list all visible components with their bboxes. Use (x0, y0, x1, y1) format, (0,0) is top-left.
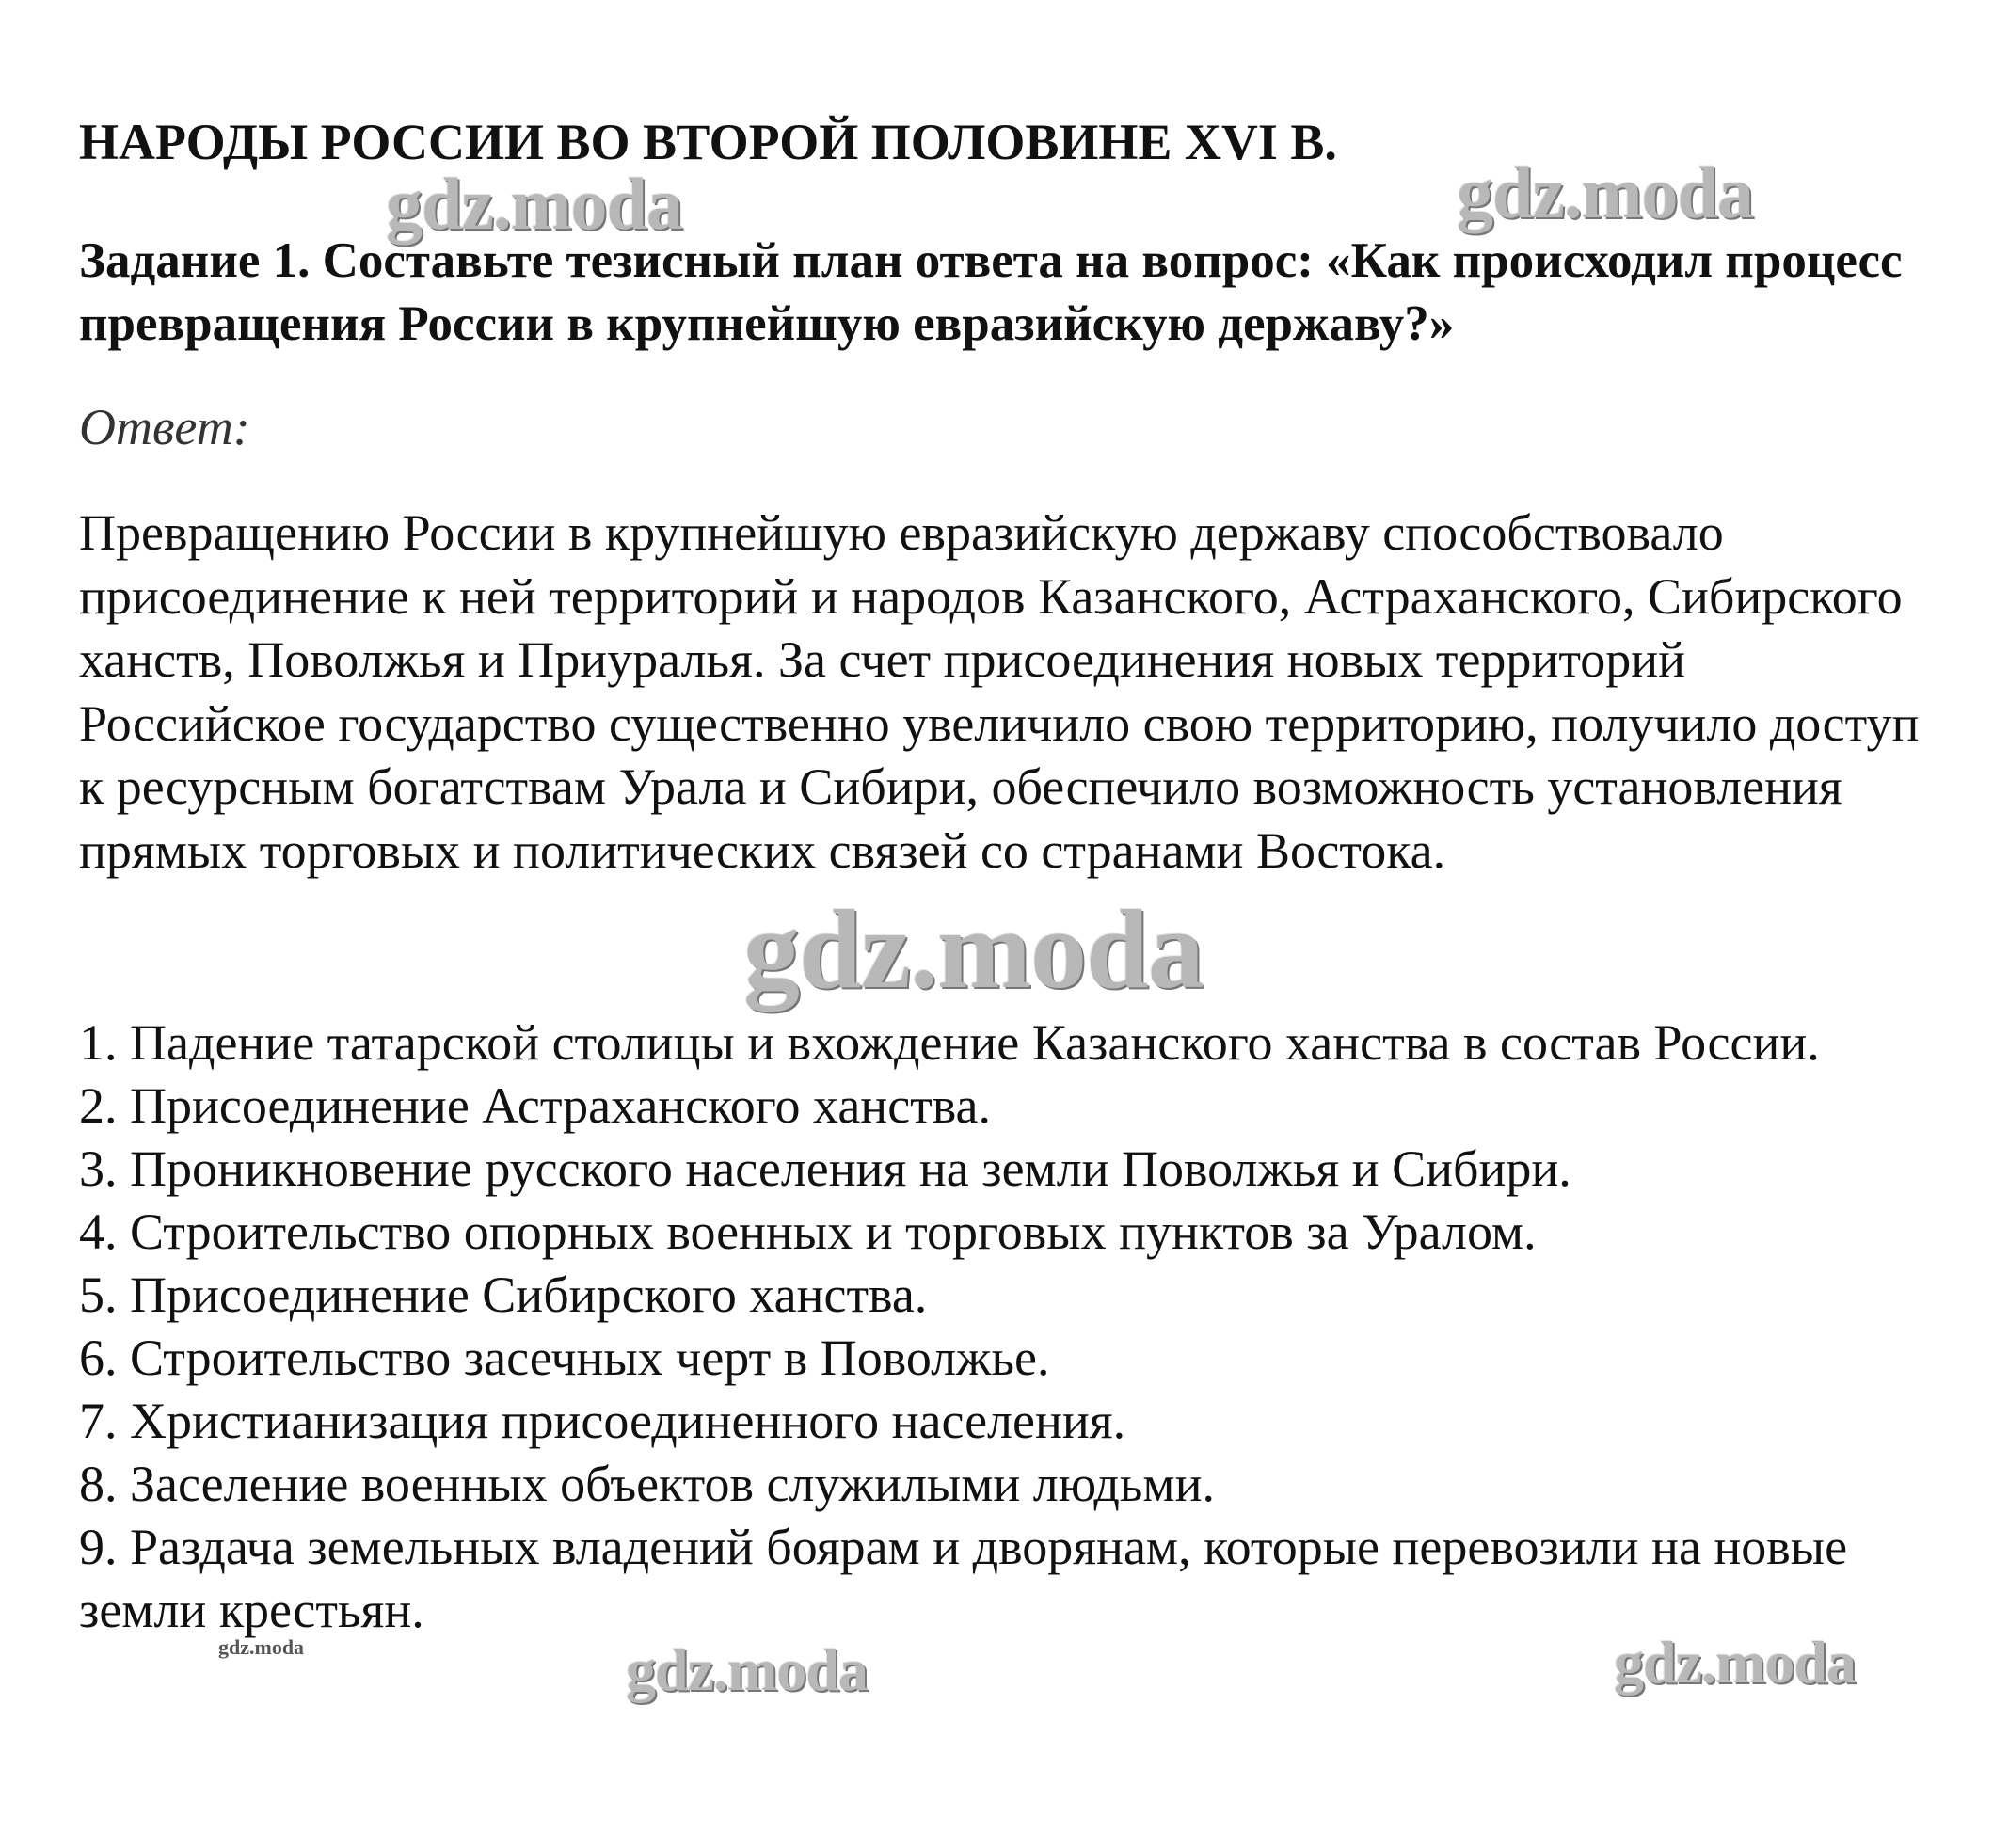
plan-item: 2. Присоединение Астраханского ханства. (79, 1077, 992, 1134)
watermark: gdz.moda (743, 886, 1204, 1012)
plan-item: 6. Строительство засечных черт в Поволжье. (79, 1330, 1050, 1386)
watermark: gdz.moda (626, 1636, 868, 1703)
thesis-plan-list (79, 1012, 1923, 1642)
watermark: gdz.moda (218, 1635, 305, 1659)
watermark: gdz.moda (386, 163, 682, 245)
watermark: gdz.moda (1457, 151, 1753, 233)
page-title: НАРОДЫ РОССИИ ВО ВТОРОЙ ПОЛОВИНЕ XVI В. (79, 114, 1337, 170)
plan-item: 5. Присоединение Сибирского ханства. (79, 1267, 928, 1323)
plan-item: 4. Строительство опорных военных и торговых пунктов за Уралом. (79, 1203, 1537, 1260)
plan-item: 1. Падение татарской столицы и вхождение Казанского ханства в состав России. (79, 1014, 1820, 1071)
plan-item: 7. Христианизация присоединенного населения. (79, 1393, 1126, 1449)
answer-label: Ответ: (79, 399, 250, 455)
task-question: Задание 1. Составьте тезисный план ответа на вопрос: «Как происходил процесс превращения России в крупнейшую евразийскую державу?» (79, 233, 1903, 351)
watermark: gdz.moda (1614, 1629, 1856, 1696)
answer-paragraph: Превращению России в крупнейшую евразийскую державу способствовало присоединение к ней территорий и народов Казанского, Астраханского, Сибирского ханств, Поволжья и Приуралья. За счет присоединения новых территорий Российское государство существенно увеличило свою территорию, получило доступ к ресурсным богатствам Урала и Сибири, обеспечило возможность установления прямых торговых и политических связей со странами Востока. (79, 504, 1920, 879)
plan-item: 8. Заселение военных объектов служилыми людьми. (79, 1456, 1215, 1512)
plan-item: 9. Раздача земельных владений боярам и дворянам, которые перевозили на новые земли крестьян. (79, 1519, 1848, 1638)
plan-item: 3. Проникновение русского населения на земли Поволжья и Сибири. (79, 1140, 1571, 1197)
